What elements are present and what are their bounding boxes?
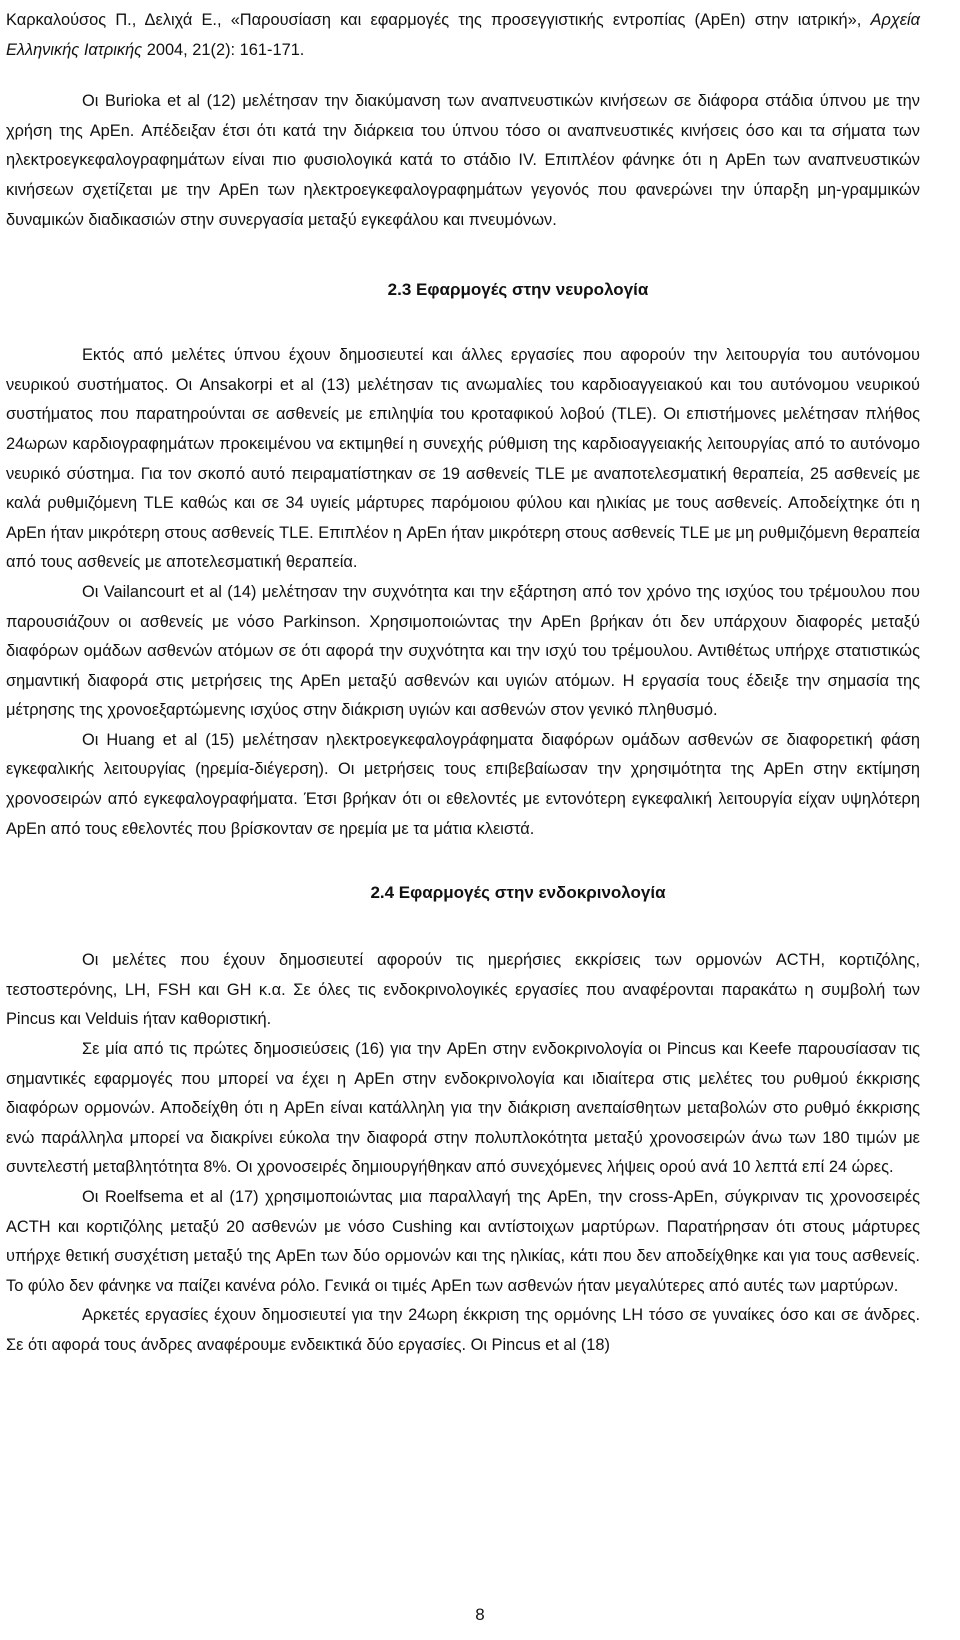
paragraph-burioka: Οι Burioka et al (12) μελέτησαν την διακύμανση των αναπνευστικών κινήσεων σε διάφορα στάδια ύπνου με την χρήση της ApEn. Απέδειξαν έτσι ότι κατά την διάρκεια του ύπνου τόσο οι αναπνευστικές κινήσεις όσο και τα σήματα των ηλεκτροεγκεφαλογραφημάτων είναι πιο φυσιολογικά κατά το στάδιο IV. Επιπλέον φάνηκε ότι η ApEn των αναπνευστικών κινήσεων σχετίζεται με την ApEn των ηλεκτροεγκεφαλογραφημάτων γεγονός που φανερώνει την ύπαρξη μη-γραμμικών δυναμικών διαδικασιών στην συνεργασία μεταξύ εγκεφάλου και πνευμόνων.: [6, 92, 920, 229]
paragraph-roelfsema: Οι Roelfsema et al (17) χρησιμοποιώντας μια παραλλαγή της ApEn, την cross-ApEn, σύγκριναν τις χρονοσειρές ACTH και κορτιζόλης μεταξύ 20 ασθενών με νόσο Cushing και αντίστοιχων μαρτύρων. Παρατήρησαν ότι στους μάρτυρες υπήρχε θετική συσχέτιση μεταξύ της ApEn των δύο ορμονών και της ηλικίας, κάτι που δεν αποδείχθηκε και για τους ασθενείς. Το φύλο δεν φάνηκε να παίζει κανένα ρόλο. Γενικά οι τιμές ApEn των ασθενών ήταν μεγαλύτερες από αυτές των μαρτύρων.: [6, 1188, 920, 1295]
citation-journal: Αρχεία Ελληνικής Ιατρικής: [6, 11, 920, 59]
section-title-neurology: 2.3 Εφαρμογές στην νευρολογία: [387, 280, 649, 300]
citation-details: 2004, 21(2): 161-171.: [142, 40, 305, 59]
citation-authors-title: Καρκαλούσος Π., Δελιχά Ε., «Παρουσίαση και εφαρμογές της προσεγγιστικής εντροπίας (ApEn) στην ιατρική»,: [6, 11, 871, 29]
paragraph-ansakorpi: Εκτός από μελέτες ύπνου έχουν δημοσιευτεί και άλλες εργασίες που αφορούν την λειτουργία του αυτόνομου νευρικού συστήματος. Οι Ansakorpi et al (13) μελέτησαν τις ανωμαλίες του καρδιοαγγειακού και του αυτόνομου νευρικού συστήματος που παρατηρούνται σε ασθενείς με επιληψία του κροταφικού λοβού (TLE). Οι επιστήμονες μελέτησαν πλήθος 24ωρων καρδιογραφημάτων προκειμένου να εκτιμηθεί η συνεχής ρύθμιση της καρδιοαγγειακής λειτουργίας από το αυτόνομο νευρικό σύστημα. Για τον σκοπό αυτό πειραματίστηκαν σε 19 ασθενείς TLE με αναποτελεσματική θεραπεία, 25 ασθενείς με καλά ρυθμιζόμενη TLE καθώς και σε 34 υγιείς μάρτυρες παρόμοιου φύλου και ηλικίας με τους ασθενείς. Αποδείχτηκε ότι η ApEn ήταν μικρότερη στους ασθενείς TLE. Επιπλέον η ApEn ήταν μικρότερη στους ασθενείς TLE με μη ρυθμιζόμενη θεραπεία από τους ασθενείς με αποτελεσματική θεραπεία.: [6, 346, 920, 572]
citation: [6, 6, 920, 65]
paragraph-lh-secretion: Αρκετές εργασίες έχουν δημοσιευτεί για την 24ωρη έκκριση της ορμόνης LH τόσο σε γυναίκες όσο και σε άνδρες. Σε ότι αφορά τους άνδρες αναφέρουμε ενδεικτικά δύο εργασίες. Οι Pincus et al (18): [6, 1306, 920, 1354]
document-page: [6, 6, 920, 1361]
section-title-endocrinology: 2.4 Εφαρμογές στην ενδοκρινολογία: [370, 883, 666, 903]
paragraph-vailancourt: Οι Vailancourt et al (14) μελέτησαν την συχνότητα και την εξάρτηση από τον χρόνο της ισχύος του τρέμουλου που παρουσιάζουν οι ασθενείς με νόσο Parkinson. Χρησιμοποιώντας την ApEn βρήκαν ότι δεν υπάρχουν διαφορές μεταξύ διαφόρων ομάδων ασθενών ατόμων σε ότι αφορά την συχνότητα και την ισχύ του τρέμουλου. Αντιθέτως υπήρχε στατιστικώς σημαντική διαφορά στις μετρήσεις της ApEn μεταξύ ασθενών και υγιών ατόμων. Η εργασία τους έδειξε την σημασία της μέτρησης της χρονοεξαρτώμενης ισχύος στην διάκριση υγιών και ασθενών στον γενικό πληθυσμό.: [6, 582, 920, 720]
paragraph-pincus-keefe: Σε μία από τις πρώτες δημοσιεύσεις (16) για την ApEn στην ενδοκρινολογία οι Pincus και Keefe παρουσίασαν τις σημαντικές εφαρμογές που μπορεί να έχει η ApEn στην ενδοκρινολογία και ιδιαίτερα στις μελέτες του ρυθμού έκκρισης διαφόρων ορμονών. Αποδείχθη ότι η ApEn είναι κατάλληλη για την διάκριση ανεπαίσθητων μεταβολών στο ρυθμό έκκρισης ενώ παράλληλα μπορεί να διακρίνει εύκολα την διαφορά στην πολυπλοκότητα μεταξύ χρονοσειρών άνω των 180 τιμών με συντελεστή μεταβλητότητα 8%. Οι χρονοσειρές δημιουργήθηκαν από συνεχόμενες λήψεις ορού ανά 10 λεπτά επί 24 ώρες.: [6, 1040, 920, 1177]
paragraph-hormones-intro: Οι μελέτες που έχουν δημοσιευτεί αφορούν τις ημερήσιες εκκρίσεις των ορμονών ACTH, κορτιζόλης, τεστοστερόνης, LH, FSH και GH κ.α. Σε όλες τις ενδοκρινολογικές εργασίες που αναφέρονται παρακάτω η συμβολή των Pincus και Velduis ήταν καθοριστική.: [6, 951, 920, 1029]
page-number: 8: [475, 1605, 485, 1624]
paragraph-huang: Οι Huang et al (15) μελέτησαν ηλεκτροεγκεφαλογράφηματα διαφόρων ομάδων ασθενών σε διαφορετική φάση εγκεφαλικής λειτουργίας (ηρεμία-διέγερση). Οι μετρήσεις τους επιβεβαίωσαν την χρησιμότητα της ApEn στην εκτίμηση χρονοσειρών από εγκεφαλογραφήματα. Έτσι βρήκαν ότι οι εθελοντές με εντονότερη εγκεφαλική λειτουργία είχαν υψηλότερη ApEn από τους εθελοντές που βρίσκονταν σε ηρεμία με τα μάτια κλειστά.: [6, 730, 920, 838]
